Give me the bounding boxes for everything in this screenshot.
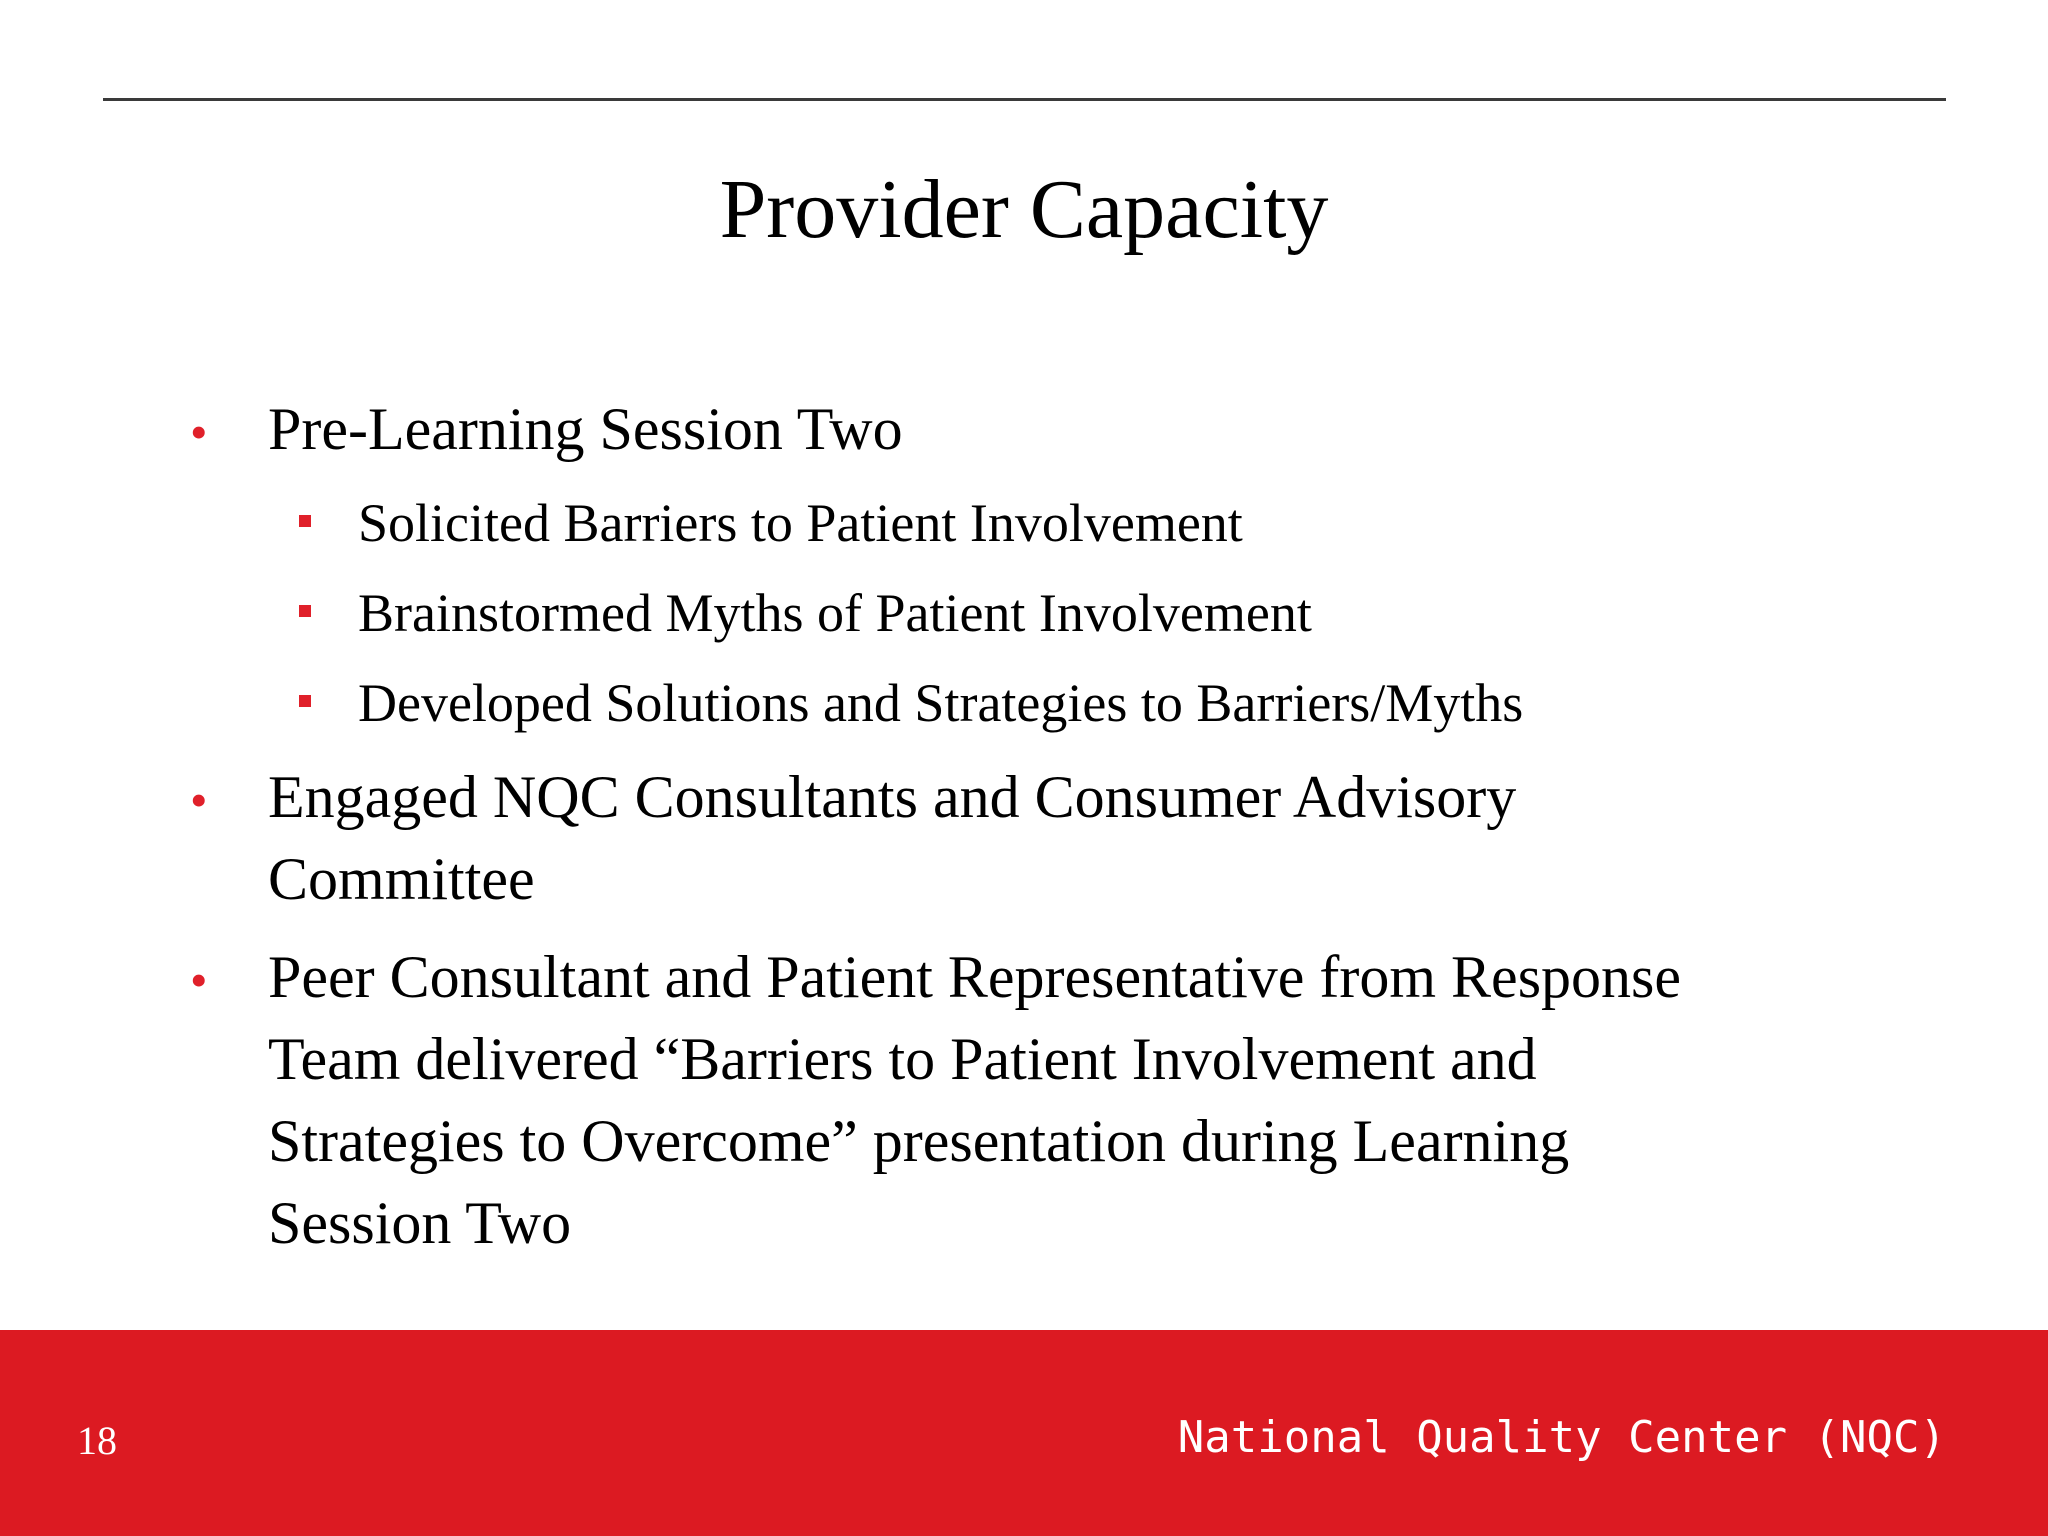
sub-bullet-text: Brainstormed Myths of Patient Involvement [358,583,1312,643]
bullet-text-line: Peer Consultant and Patient Representative from Response [268,944,1682,1010]
bullet-text: Pre-Learning Session Two [268,396,903,462]
bullet-text-line: Strategies to Overcome” presentation during Learning [268,1108,1570,1174]
square-bullet-icon [299,695,311,707]
bullet-text-line: Session Two [268,1190,572,1256]
bullet-icon: • [190,404,208,460]
organization-name: National Quality Center (NQC) [1177,1412,1946,1463]
slide-title: Provider Capacity [719,163,1329,256]
bullet-text-line: Team delivered “Barriers to Patient Involvement and [268,1026,1537,1092]
page-number: 18 [77,1418,117,1463]
sub-bullet-text: Solicited Barriers to Patient Involvement [358,493,1243,553]
bullet-icon: • [190,772,208,828]
sub-bullet-text: Developed Solutions and Strategies to Barriers/Myths [358,673,1524,733]
square-bullet-icon [299,515,311,527]
bullet-icon: • [190,952,208,1008]
bullet-text-line: Engaged NQC Consultants and Consumer Advisory [268,764,1517,830]
bullet-text-line: Committee [268,846,535,912]
square-bullet-icon [299,605,311,617]
